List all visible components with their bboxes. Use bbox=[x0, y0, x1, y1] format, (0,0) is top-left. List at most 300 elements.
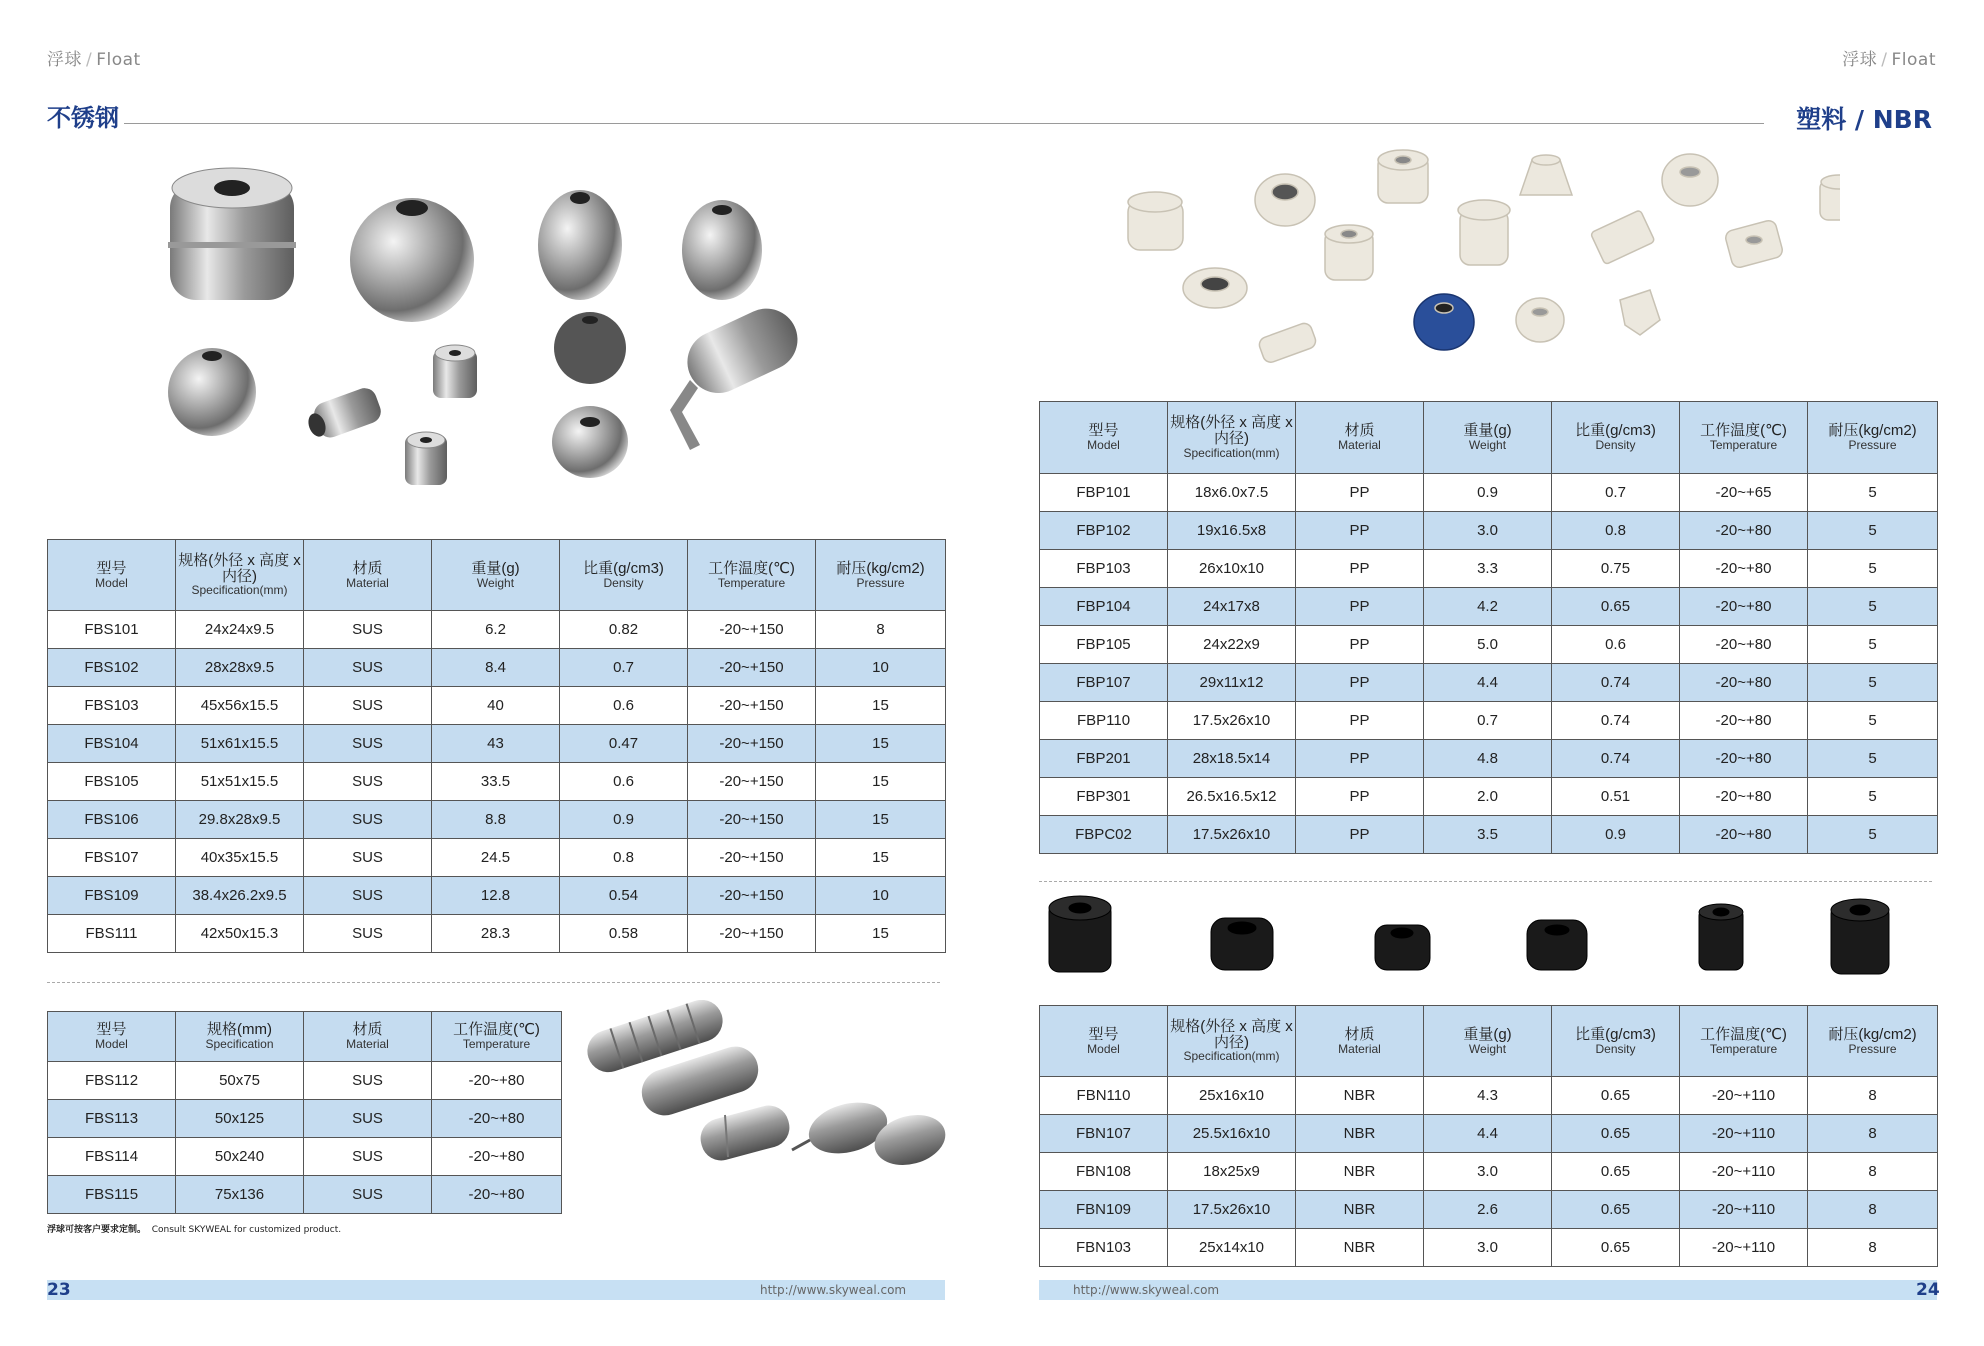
nbr-floats-photo bbox=[1039, 890, 1937, 990]
table-cell: 5 bbox=[1808, 664, 1938, 702]
table-cell: -20~+80 bbox=[1680, 664, 1808, 702]
breadcrumb-zh: 浮球 bbox=[47, 50, 82, 70]
table-cell: 0.65 bbox=[1552, 1153, 1680, 1191]
plastic-spec-table bbox=[1039, 401, 1938, 854]
table-cell: 75x136 bbox=[176, 1176, 304, 1214]
table-cell: SUS bbox=[304, 915, 432, 953]
table-header-row bbox=[48, 540, 946, 611]
table-cell: 6.2 bbox=[432, 611, 560, 649]
table-cell: -20~+150 bbox=[688, 649, 816, 687]
table-cell: FBP301 bbox=[1040, 778, 1168, 816]
table-row bbox=[48, 611, 946, 649]
col-weight: 重量(g) Weight bbox=[1424, 1006, 1552, 1077]
section-divider bbox=[1039, 881, 1932, 882]
table-cell: 40x35x15.5 bbox=[176, 839, 304, 877]
table-cell: SUS bbox=[304, 1176, 432, 1214]
plastic-float-flange bbox=[1458, 200, 1510, 265]
table-cell: 45x56x15.5 bbox=[176, 687, 304, 725]
table-cell: FBP103 bbox=[1040, 550, 1168, 588]
col-pressure: 耐压(kg/cm2) Pressure bbox=[816, 540, 946, 611]
table-cell: 26x10x10 bbox=[1168, 550, 1296, 588]
table-cell: 5 bbox=[1808, 816, 1938, 854]
table-cell: 0.7 bbox=[1552, 474, 1680, 512]
table-row bbox=[48, 915, 946, 953]
table-cell: 17.5x26x10 bbox=[1168, 816, 1296, 854]
table-cell: 0.9 bbox=[560, 801, 688, 839]
table-cell: 3.0 bbox=[1424, 1229, 1552, 1267]
table-cell: FBN110 bbox=[1040, 1077, 1168, 1115]
table-body bbox=[1040, 474, 1938, 854]
col-pressure: 耐压(kg/cm2) Pressure bbox=[1808, 402, 1938, 474]
plastic-float-ring-1 bbox=[1255, 174, 1315, 226]
table-cell: -20~+80 bbox=[432, 1176, 562, 1214]
note-zh: 浮球可按客户要求定制。 bbox=[47, 1225, 147, 1235]
nbr-float-1 bbox=[1049, 896, 1111, 972]
breadcrumb-en: Float bbox=[1891, 50, 1936, 70]
table-cell: 50x125 bbox=[176, 1100, 304, 1138]
float-mini-cylinder-2 bbox=[405, 432, 447, 485]
table-cell: PP bbox=[1296, 778, 1424, 816]
table-cell: NBR bbox=[1296, 1077, 1424, 1115]
plastic-float-tube-1 bbox=[1378, 150, 1428, 203]
table-cell: SUS bbox=[304, 725, 432, 763]
table-cell: -20~+80 bbox=[432, 1138, 562, 1176]
table-cell: 10 bbox=[816, 877, 946, 915]
table-row bbox=[1040, 1115, 1938, 1153]
nbr-float-2 bbox=[1211, 918, 1273, 970]
table-row bbox=[48, 839, 946, 877]
plastic-float-cylinder-1 bbox=[1128, 192, 1183, 250]
col-weight: 重量(g) Weight bbox=[1424, 402, 1552, 474]
table-cell: 15 bbox=[816, 687, 946, 725]
table-cell: FBP102 bbox=[1040, 512, 1168, 550]
table-row bbox=[1040, 550, 1938, 588]
table-row bbox=[48, 763, 946, 801]
col-material: 材质 Material bbox=[304, 1012, 432, 1062]
table-cell: 0.54 bbox=[560, 877, 688, 915]
table-cell: FBPC02 bbox=[1040, 816, 1168, 854]
customization-note bbox=[47, 1222, 341, 1235]
table-cell: 0.8 bbox=[1552, 512, 1680, 550]
table-cell: 40 bbox=[432, 687, 560, 725]
table-cell: 8 bbox=[816, 611, 946, 649]
table-cell: 50x240 bbox=[176, 1138, 304, 1176]
table-cell: 0.65 bbox=[1552, 1191, 1680, 1229]
table-cell: 15 bbox=[816, 763, 946, 801]
table-cell: 25.5x16x10 bbox=[1168, 1115, 1296, 1153]
table-row bbox=[1040, 740, 1938, 778]
table-cell: 25x14x10 bbox=[1168, 1229, 1296, 1267]
footer-url-left[interactable]: http://www.skyweal.com bbox=[760, 1283, 907, 1297]
table-cell: 0.7 bbox=[1424, 702, 1552, 740]
table-cell: -20~+150 bbox=[688, 839, 816, 877]
breadcrumb-en: Float bbox=[96, 50, 141, 70]
table-cell: 3.0 bbox=[1424, 1153, 1552, 1191]
cylinder-floats-photo bbox=[580, 1000, 950, 1200]
table-cell: PP bbox=[1296, 626, 1424, 664]
float-sphere-dark bbox=[554, 312, 626, 384]
table-cell: 0.82 bbox=[560, 611, 688, 649]
col-model: 型号 Model bbox=[1040, 1006, 1168, 1077]
table-row bbox=[1040, 664, 1938, 702]
table-cell: FBP201 bbox=[1040, 740, 1168, 778]
table-cell: 0.65 bbox=[1552, 1229, 1680, 1267]
table-cell: 0.6 bbox=[1552, 626, 1680, 664]
col-material: 材质 Material bbox=[1296, 402, 1424, 474]
table-cell: PP bbox=[1296, 588, 1424, 626]
col-spec: 规格(mm) Specification bbox=[176, 1012, 304, 1062]
table-row bbox=[48, 1176, 562, 1214]
section-title-stainless: 不锈钢 bbox=[47, 104, 119, 132]
table-row bbox=[48, 725, 946, 763]
table-cell: FBS115 bbox=[48, 1176, 176, 1214]
table-cell: -20~+150 bbox=[688, 611, 816, 649]
table-row bbox=[1040, 1229, 1938, 1267]
float-sphere-large bbox=[350, 198, 474, 322]
table-cell: 33.5 bbox=[432, 763, 560, 801]
table-cell: FBS106 bbox=[48, 801, 176, 839]
table-cell: FBP107 bbox=[1040, 664, 1168, 702]
col-density: 比重(g/cm3) Density bbox=[1552, 402, 1680, 474]
table-cell: FBP101 bbox=[1040, 474, 1168, 512]
table-cell: 15 bbox=[816, 725, 946, 763]
table-cell: 0.9 bbox=[1552, 816, 1680, 854]
float-mini-cylinder-1 bbox=[433, 345, 477, 398]
table-cell: NBR bbox=[1296, 1229, 1424, 1267]
table-cell: 0.7 bbox=[560, 649, 688, 687]
table-cell: -20~+80 bbox=[1680, 778, 1808, 816]
table-cell: 0.51 bbox=[1552, 778, 1680, 816]
table-cell: FBN103 bbox=[1040, 1229, 1168, 1267]
table-cell: 8.8 bbox=[432, 801, 560, 839]
col-spec: 规格(外径 x 高度 x 内径) Specification(mm) bbox=[1168, 1006, 1296, 1077]
table-cell: -20~+150 bbox=[688, 687, 816, 725]
table-cell: FBS112 bbox=[48, 1062, 176, 1100]
table-cell: 3.0 bbox=[1424, 512, 1552, 550]
table-cell: FBN109 bbox=[1040, 1191, 1168, 1229]
table-cell: 25x16x10 bbox=[1168, 1077, 1296, 1115]
table-cell: 0.65 bbox=[1552, 1077, 1680, 1115]
table-cell: 5 bbox=[1808, 550, 1938, 588]
table-cell: -20~+110 bbox=[1680, 1191, 1808, 1229]
table-cell: 0.74 bbox=[1552, 740, 1680, 778]
table-cell: SUS bbox=[304, 649, 432, 687]
col-density: 比重(g/cm3) Density bbox=[1552, 1006, 1680, 1077]
table-row bbox=[48, 877, 946, 915]
plastic-floats-photo bbox=[1120, 140, 1840, 375]
table-cell: 24x22x9 bbox=[1168, 626, 1296, 664]
table-cell: 24x24x9.5 bbox=[176, 611, 304, 649]
table-body bbox=[48, 1062, 562, 1214]
nbr-float-6 bbox=[1831, 899, 1889, 974]
col-temperature: 工作温度(℃) Temperature bbox=[432, 1012, 562, 1062]
header-rule bbox=[124, 123, 1764, 124]
col-spec: 规格(外径 x 高度 x 内径) Specification(mm) bbox=[176, 540, 304, 611]
table-cell: 8 bbox=[1808, 1153, 1938, 1191]
table-cell: 2.6 bbox=[1424, 1191, 1552, 1229]
table-cell: 8 bbox=[1808, 1115, 1938, 1153]
table-cell: 8 bbox=[1808, 1077, 1938, 1115]
table-cell: SUS bbox=[304, 687, 432, 725]
table-cell: 0.58 bbox=[560, 915, 688, 953]
table-cell: 5.0 bbox=[1424, 626, 1552, 664]
table-cell: 51x61x15.5 bbox=[176, 725, 304, 763]
table-cell: 5 bbox=[1808, 702, 1938, 740]
table-cell: FBN107 bbox=[1040, 1115, 1168, 1153]
table-cell: 28x18.5x14 bbox=[1168, 740, 1296, 778]
table-cell: 19x16.5x8 bbox=[1168, 512, 1296, 550]
table-body bbox=[1040, 1077, 1938, 1267]
table-cell: -20~+110 bbox=[1680, 1153, 1808, 1191]
table-row bbox=[1040, 588, 1938, 626]
nbr-spec-table bbox=[1039, 1005, 1938, 1267]
table-cell: FBS101 bbox=[48, 611, 176, 649]
table-cell: 50x75 bbox=[176, 1062, 304, 1100]
cylinder-spec-table bbox=[47, 1011, 562, 1214]
table-cell: 4.4 bbox=[1424, 664, 1552, 702]
float-sphere-small bbox=[168, 348, 256, 436]
table-cell: 0.75 bbox=[1552, 550, 1680, 588]
col-material: 材质 Material bbox=[304, 540, 432, 611]
table-cell: 18x6.0x7.5 bbox=[1168, 474, 1296, 512]
plastic-float-ring-2 bbox=[1662, 154, 1718, 206]
col-material: 材质 Material bbox=[1296, 1006, 1424, 1077]
table-row bbox=[48, 801, 946, 839]
table-cell: 5 bbox=[1808, 588, 1938, 626]
plastic-float-block bbox=[1620, 290, 1660, 335]
table-row bbox=[1040, 1153, 1938, 1191]
plastic-float-cylinder-2 bbox=[1325, 225, 1373, 280]
table-cell: -20~+110 bbox=[1680, 1229, 1808, 1267]
plastic-float-ring-3 bbox=[1516, 298, 1564, 342]
float-oval-1 bbox=[538, 190, 622, 300]
table-cell: -20~+150 bbox=[688, 763, 816, 801]
breadcrumb-zh: 浮球 bbox=[1842, 50, 1878, 70]
table-cell: 4.2 bbox=[1424, 588, 1552, 626]
table-cell: 28.3 bbox=[432, 915, 560, 953]
table-cell: 28x28x9.5 bbox=[176, 649, 304, 687]
table-cell: FBS109 bbox=[48, 877, 176, 915]
table-cell: 0.65 bbox=[1552, 588, 1680, 626]
table-cell: -20~+80 bbox=[432, 1062, 562, 1100]
table-cell: 43 bbox=[432, 725, 560, 763]
footer-url-right[interactable]: http://www.skyweal.com bbox=[1073, 1283, 1220, 1297]
table-row bbox=[1040, 816, 1938, 854]
table-row bbox=[1040, 512, 1938, 550]
page-number-left: 23 bbox=[47, 1280, 71, 1300]
float-oval-2 bbox=[682, 200, 762, 300]
table-cell: FBP110 bbox=[1040, 702, 1168, 740]
table-cell: PP bbox=[1296, 816, 1424, 854]
table-cell: -20~+80 bbox=[1680, 550, 1808, 588]
table-cell: NBR bbox=[1296, 1191, 1424, 1229]
nbr-float-5 bbox=[1699, 904, 1743, 970]
col-pressure: 耐压(kg/cm2) Pressure bbox=[1808, 1006, 1938, 1077]
table-cell: PP bbox=[1296, 512, 1424, 550]
table-cell: SUS bbox=[304, 801, 432, 839]
table-cell: -20~+150 bbox=[688, 915, 816, 953]
table-cell: FBS102 bbox=[48, 649, 176, 687]
table-header-row bbox=[1040, 1006, 1938, 1077]
plastic-float-slotted bbox=[1590, 210, 1655, 265]
page-number-right: 24 bbox=[1916, 1280, 1940, 1300]
table-cell: FBS111 bbox=[48, 915, 176, 953]
table-row bbox=[1040, 1077, 1938, 1115]
table-cell: 12.8 bbox=[432, 877, 560, 915]
plastic-float-washer bbox=[1183, 268, 1247, 308]
table-cell: NBR bbox=[1296, 1115, 1424, 1153]
table-cell: -20~+80 bbox=[1680, 816, 1808, 854]
table-cell: PP bbox=[1296, 740, 1424, 778]
note-en: Consult SKYWEAL for customized product. bbox=[151, 1225, 342, 1235]
stainless-spec-table bbox=[47, 539, 946, 953]
table-cell: FBN108 bbox=[1040, 1153, 1168, 1191]
table-cell: NBR bbox=[1296, 1153, 1424, 1191]
table-cell: 0.6 bbox=[560, 763, 688, 801]
table-cell: 29.8x28x9.5 bbox=[176, 801, 304, 839]
col-weight: 重量(g) Weight bbox=[432, 540, 560, 611]
table-cell: PP bbox=[1296, 474, 1424, 512]
table-cell: -20~+80 bbox=[1680, 626, 1808, 664]
table-cell: FBS103 bbox=[48, 687, 176, 725]
table-cell: 0.74 bbox=[1552, 702, 1680, 740]
table-cell: -20~+80 bbox=[1680, 740, 1808, 778]
table-cell: 5 bbox=[1808, 740, 1938, 778]
table-cell: 5 bbox=[1808, 778, 1938, 816]
table-cell: 5 bbox=[1808, 626, 1938, 664]
table-cell: -20~+150 bbox=[688, 877, 816, 915]
col-temperature: 工作温度(℃) Temperature bbox=[1680, 1006, 1808, 1077]
table-cell: SUS bbox=[304, 1100, 432, 1138]
table-cell: -20~+150 bbox=[688, 725, 816, 763]
table-cell: 15 bbox=[816, 801, 946, 839]
table-cell: 8.4 bbox=[432, 649, 560, 687]
table-cell: -20~+80 bbox=[1680, 588, 1808, 626]
table-cell: 8 bbox=[1808, 1229, 1938, 1267]
table-cell: 0.65 bbox=[1552, 1115, 1680, 1153]
table-cell: FBS113 bbox=[48, 1100, 176, 1138]
table-cell: FBS105 bbox=[48, 763, 176, 801]
plastic-float-square bbox=[1724, 219, 1784, 269]
breadcrumb-left: 浮球 / Float bbox=[47, 50, 141, 70]
col-temperature: 工作温度(℃) Temperature bbox=[1680, 402, 1808, 474]
col-spec: 规格(外径 x 高度 x 内径) Specification(mm) bbox=[1168, 402, 1296, 474]
table-cell: -20~+80 bbox=[432, 1100, 562, 1138]
table-cell: 17.5x26x10 bbox=[1168, 1191, 1296, 1229]
table-cell: -20~+65 bbox=[1680, 474, 1808, 512]
table-cell: 0.74 bbox=[1552, 664, 1680, 702]
cylinder-float-short bbox=[696, 1101, 794, 1165]
table-cell: 2.0 bbox=[1424, 778, 1552, 816]
table-cell: 3.3 bbox=[1424, 550, 1552, 588]
table-cell: 38.4x26.2x9.5 bbox=[176, 877, 304, 915]
table-cell: FBS114 bbox=[48, 1138, 176, 1176]
table-cell: -20~+110 bbox=[1680, 1077, 1808, 1115]
col-density: 比重(g/cm3) Density bbox=[560, 540, 688, 611]
table-cell: SUS bbox=[304, 1138, 432, 1176]
table-cell: 8 bbox=[1808, 1191, 1938, 1229]
table-cell: 10 bbox=[816, 649, 946, 687]
table-cell: 4.3 bbox=[1424, 1077, 1552, 1115]
table-cell: 4.4 bbox=[1424, 1115, 1552, 1153]
table-cell: FBP104 bbox=[1040, 588, 1168, 626]
table-cell: 0.6 bbox=[560, 687, 688, 725]
table-cell: 3.5 bbox=[1424, 816, 1552, 854]
table-row bbox=[48, 1138, 562, 1176]
table-cell: 15 bbox=[816, 915, 946, 953]
table-cell: SUS bbox=[304, 877, 432, 915]
table-cell: 5 bbox=[1808, 512, 1938, 550]
table-cell: FBS107 bbox=[48, 839, 176, 877]
table-cell: -20~+110 bbox=[1680, 1115, 1808, 1153]
table-cell: FBS104 bbox=[48, 725, 176, 763]
table-row bbox=[48, 649, 946, 687]
table-row bbox=[1040, 778, 1938, 816]
table-row bbox=[1040, 702, 1938, 740]
table-row bbox=[1040, 474, 1938, 512]
table-row bbox=[1040, 1191, 1938, 1229]
table-cell: 42x50x15.3 bbox=[176, 915, 304, 953]
table-cell: 0.8 bbox=[560, 839, 688, 877]
table-cell: PP bbox=[1296, 550, 1424, 588]
table-cell: -20~+150 bbox=[688, 801, 816, 839]
table-cell: PP bbox=[1296, 664, 1424, 702]
table-cell: -20~+80 bbox=[1680, 512, 1808, 550]
table-row bbox=[48, 687, 946, 725]
table-cell: -20~+80 bbox=[1680, 702, 1808, 740]
table-cell: FBP105 bbox=[1040, 626, 1168, 664]
plastic-float-cone bbox=[1520, 155, 1572, 195]
float-disc bbox=[552, 406, 628, 478]
breadcrumb-right: 浮球 / Float bbox=[1842, 50, 1936, 70]
table-cell: 5 bbox=[1808, 474, 1938, 512]
section-divider bbox=[47, 982, 940, 983]
table-row bbox=[48, 1100, 562, 1138]
table-cell: 26.5x16.5x12 bbox=[1168, 778, 1296, 816]
col-model: 型号 Model bbox=[48, 540, 176, 611]
float-cylinder-large bbox=[168, 168, 296, 300]
table-cell: SUS bbox=[304, 763, 432, 801]
table-body bbox=[48, 611, 946, 953]
col-temperature: 工作温度(℃) Temperature bbox=[688, 540, 816, 611]
table-cell: 4.8 bbox=[1424, 740, 1552, 778]
plastic-float-blue bbox=[1414, 294, 1474, 350]
table-cell: 0.47 bbox=[560, 725, 688, 763]
table-header-row bbox=[1040, 402, 1938, 474]
col-model: 型号 Model bbox=[48, 1012, 176, 1062]
table-cell: SUS bbox=[304, 839, 432, 877]
nbr-float-4 bbox=[1527, 920, 1587, 970]
table-row bbox=[1040, 626, 1938, 664]
table-cell: 15 bbox=[816, 839, 946, 877]
plastic-float-bar bbox=[1257, 321, 1318, 364]
col-model: 型号 Model bbox=[1040, 402, 1168, 474]
table-cell: SUS bbox=[304, 611, 432, 649]
plastic-float-small-1 bbox=[1820, 175, 1840, 220]
table-cell: SUS bbox=[304, 1062, 432, 1100]
float-long-arm bbox=[670, 298, 808, 450]
table-cell: PP bbox=[1296, 702, 1424, 740]
table-cell: 51x51x15.5 bbox=[176, 763, 304, 801]
nbr-float-3 bbox=[1375, 925, 1430, 970]
section-title-plastic-nbr: 塑料 / NBR bbox=[1796, 105, 1932, 134]
table-cell: 29x11x12 bbox=[1168, 664, 1296, 702]
table-cell: 18x25x9 bbox=[1168, 1153, 1296, 1191]
table-cell: 0.9 bbox=[1424, 474, 1552, 512]
table-cell: 24.5 bbox=[432, 839, 560, 877]
table-cell: 17.5x26x10 bbox=[1168, 702, 1296, 740]
stainless-floats-photo bbox=[150, 160, 830, 500]
